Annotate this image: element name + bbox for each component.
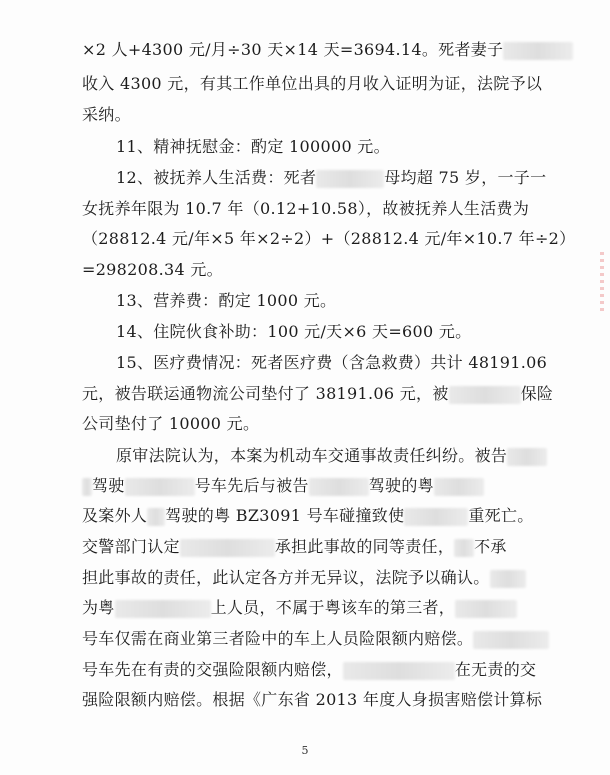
redaction xyxy=(125,478,195,496)
redaction xyxy=(434,478,484,496)
text-line-14: 原审法院认为，本案为机动车交通事故责任纠纷。被告 xyxy=(116,446,547,466)
redaction xyxy=(507,448,547,466)
text-line-21: 号车先在有责的交强险限额内赔偿， 在无责的交 xyxy=(82,660,537,679)
redaction xyxy=(455,600,517,618)
text-line-8: =298208.34 元。 xyxy=(82,260,223,279)
redaction xyxy=(316,170,384,188)
page-number: 5 xyxy=(301,744,309,757)
redaction xyxy=(115,600,211,618)
redaction xyxy=(82,478,92,496)
redaction xyxy=(490,570,526,588)
item-11: 11、精神抚慰金：酌定 100000 元。 xyxy=(116,137,390,156)
text-line-18: 担此事故的责任，此认定各方并无异议，法院予以确认。 xyxy=(82,568,526,588)
text-line-17: 交警部门认定 承担此事故的同等责任， 不承 xyxy=(82,537,507,556)
text-line-15: 驾驶 号车先后与被告 驾驶的粤 xyxy=(82,476,484,496)
item-13: 13、营养费：酌定 1000 元。 xyxy=(116,291,337,310)
text-line-16: 及案外人 驾驶的粤 BZ3091 号车碰撞致使 重死亡。 xyxy=(82,506,534,525)
redaction xyxy=(147,508,165,526)
text-line-12: 元，被告联运通物流公司垫付了 38191.06 元，被 保险 xyxy=(82,384,554,403)
redaction xyxy=(473,631,549,649)
redaction xyxy=(449,386,521,404)
redaction xyxy=(180,539,275,557)
text-line-20: 号车仅需在商业第三者险中的车上人员险限额内赔偿。 xyxy=(82,629,549,649)
item-14: 14、住院伙食补助：100 元/天×6 天=600 元。 xyxy=(116,322,472,341)
redaction xyxy=(503,42,573,60)
text-line-13: 公司垫付了 10000 元。 xyxy=(82,414,260,433)
item-15: 15、医疗费情况：死者医疗费（含急救费）共计 48191.06 xyxy=(116,353,548,372)
redaction xyxy=(309,478,369,496)
text-line-6: 女抚养年限为 10.7 年（0.12+10.58），故被抚养人生活费为 xyxy=(82,199,530,218)
margin-stamp xyxy=(600,252,604,312)
redaction xyxy=(343,662,455,680)
item-12: 12、被抚养人生活费：死者 母均超 75 岁，一子一 xyxy=(116,168,547,187)
redaction xyxy=(454,539,474,557)
text-line-3: 采纳。 xyxy=(82,105,131,124)
text-line-7: （28812.4 元/年×5 年×2÷2）+（28812.4 元/年×10.7 年÷2） xyxy=(82,229,576,248)
redaction xyxy=(404,508,468,526)
text-line-19: 为粤 上人员，不属于粤该车的第三者， xyxy=(82,598,517,618)
text-line-2: 收入 4300 元，有其工作单位出具的月收入证明为证，法院予以 xyxy=(82,74,543,93)
text-line-1: ×2 人+4300 元/月÷30 天×14 天=3694.14。死者妻子 xyxy=(82,40,573,60)
text-line-22: 强险限额内赔偿。根据《广东省 2013 年度人身损害赔偿计算标 xyxy=(82,690,543,709)
